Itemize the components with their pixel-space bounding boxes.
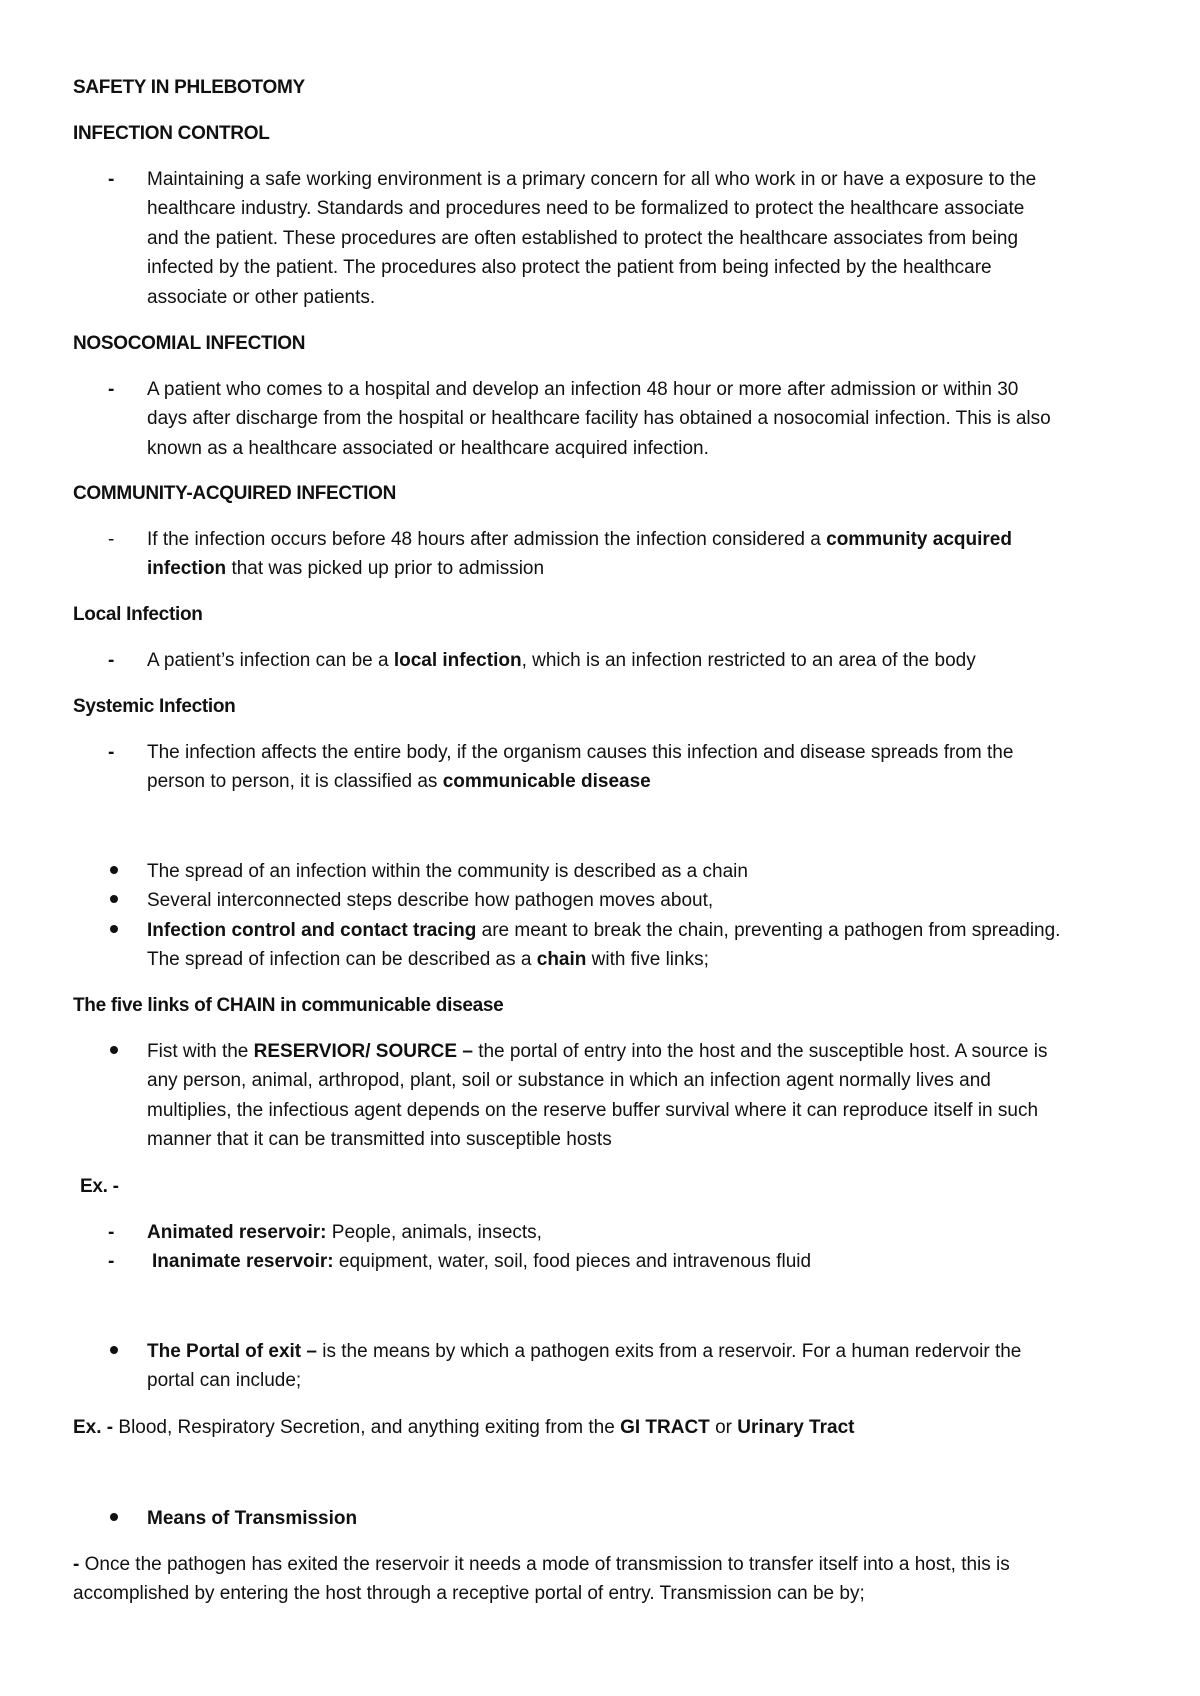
paragraph-line (147, 554, 544, 584)
bold-term: RESERVIOR/ SOURCE – (253, 1041, 473, 1062)
paragraph-line: healthcare industry. Standards and procedures need to be formalized to protect the healthcare associate (147, 198, 1025, 219)
dash-marker: - (108, 650, 115, 671)
bold-term: Ex. - (73, 1417, 114, 1438)
paragraph-line: The infection affects the entire body, if the organism causes this infection and disease spreads from the (147, 742, 1014, 763)
section-heading-systemic-infection: Systemic Infection (73, 696, 236, 717)
bullet-line (147, 916, 1060, 946)
text-run: person to person, it is classified as (147, 771, 443, 792)
bold-term: Urinary Tract (737, 1417, 855, 1438)
text-run: equipment, water, soil, food pieces and intravenous fluid (333, 1251, 812, 1272)
paragraph-line: and the patient. These procedures are often established to protect the healthcare associates from being (147, 228, 1019, 249)
dash-marker: - (108, 1251, 115, 1272)
bullet-dot (110, 925, 118, 933)
paragraph-line (73, 1550, 1010, 1580)
bullet-dot (110, 866, 118, 874)
paragraph-line (147, 767, 651, 797)
bullet-dot (110, 1046, 118, 1054)
bold-term: infection (147, 558, 227, 579)
text-run: Blood, Respiratory Secretion, and anything exiting from the (113, 1417, 621, 1438)
text-run: If the infection occurs before 48 hours after admission the infection considered a (147, 529, 827, 550)
paragraph-line (152, 1247, 811, 1277)
bold-term: Means of Transmission (147, 1508, 358, 1529)
section-heading-five-links: The five links of CHAIN in communicable disease (73, 995, 504, 1016)
text-run: People, animals, insects, (326, 1222, 542, 1243)
text-run: that was picked up prior to admission (226, 558, 545, 579)
bold-term: community acquired (826, 529, 1012, 550)
paragraph-line: A patient who comes to a hospital and develop an infection 48 hour or more after admission or within 30 (147, 379, 1019, 400)
paragraph-line: multiplies, the infectious agent depends on the reserve buffer survival where it can reproduce itself in such (147, 1100, 1039, 1121)
text-run: Fist with the (147, 1041, 254, 1062)
bullet-line: The spread of an infection within the community is described as a chain (147, 861, 748, 882)
bullet-line (147, 1504, 357, 1534)
paragraph-line: infected by the patient. The procedures also protect the patient from being infected by the healthcare (147, 257, 992, 278)
section-heading-local-infection: Local Infection (73, 604, 203, 625)
text-run: The spread of infection can be described as a (147, 949, 537, 970)
dash-marker: - (73, 1554, 80, 1575)
bold-term: Inanimate reservoir: (152, 1251, 334, 1272)
example-label: Ex. - (80, 1176, 119, 1197)
bullet-dot (110, 1346, 118, 1354)
bold-term: GI TRACT (620, 1417, 710, 1438)
paragraph-line (147, 646, 976, 676)
paragraph-line: manner that it can be transmitted into susceptible hosts (147, 1129, 612, 1150)
text-run: Once the pathogen has exited the reservoir it needs a mode of transmission to transfer itself into a host, this is (79, 1554, 1010, 1575)
paragraph-line (73, 1413, 854, 1443)
paragraph-line: Maintaining a safe working environment is a primary concern for all who work in or have a exposure to the (147, 169, 1037, 190)
text-run: A patient’s infection can be a (147, 650, 394, 671)
dash-marker: - (108, 1222, 115, 1243)
text-run: , which is an infection restricted to an area of the body (521, 650, 976, 671)
bullet-line (147, 945, 709, 975)
paragraph-line (147, 525, 1012, 555)
bullet-dot (110, 895, 118, 903)
paragraph-line: any person, animal, arthropod, plant, soil or substance in which an infection agent normally lives and (147, 1070, 991, 1091)
bullet-line (147, 1037, 1048, 1067)
paragraph-line: days after discharge from the hospital or healthcare facility has obtained a nosocomial infection. This is also (147, 408, 1051, 429)
paragraph-line: known as a healthcare associated or healthcare acquired infection. (147, 438, 709, 459)
bullet-line: Several interconnected steps describe how pathogen moves about, (147, 890, 714, 911)
paragraph-line: portal can include; (147, 1370, 302, 1391)
text-run: are meant to break the chain, preventing a pathogen from spreading. (476, 920, 1061, 941)
bullet-line (147, 1337, 1021, 1367)
text-run: the portal of entry into the host and the susceptible host. A source is (472, 1041, 1048, 1062)
text-run: or (709, 1417, 738, 1438)
bold-term: Infection control and contact tracing (147, 920, 477, 941)
bullet-dot (110, 1513, 118, 1521)
dash-marker: - (108, 379, 115, 400)
bold-term: chain (536, 949, 587, 970)
bold-term: The Portal of exit – (147, 1341, 317, 1362)
section-heading-nosocomial-infection: NOSOCOMIAL INFECTION (73, 333, 306, 354)
paragraph-line (147, 1218, 542, 1248)
dash-marker: - (108, 169, 115, 190)
bold-term: Animated reservoir: (147, 1222, 327, 1243)
section-heading-community-acquired-infection: COMMUNITY-ACQUIRED INFECTION (73, 483, 397, 504)
section-heading-infection-control: INFECTION CONTROL (73, 123, 270, 144)
paragraph-line: associate or other patients. (147, 287, 376, 308)
dash-marker: - (108, 742, 115, 763)
document-title: SAFETY IN PHLEBOTOMY (73, 77, 305, 98)
text-run: is the means by which a pathogen exits from a reservoir. For a human redervoir the (316, 1341, 1022, 1362)
paragraph-line: accomplished by entering the host through a receptive portal of entry. Transmission can be by; (73, 1583, 865, 1604)
bold-term: communicable disease (442, 771, 651, 792)
bold-term: local infection (393, 650, 522, 671)
dash-marker: - (108, 529, 115, 550)
text-run: with five links; (586, 949, 709, 970)
